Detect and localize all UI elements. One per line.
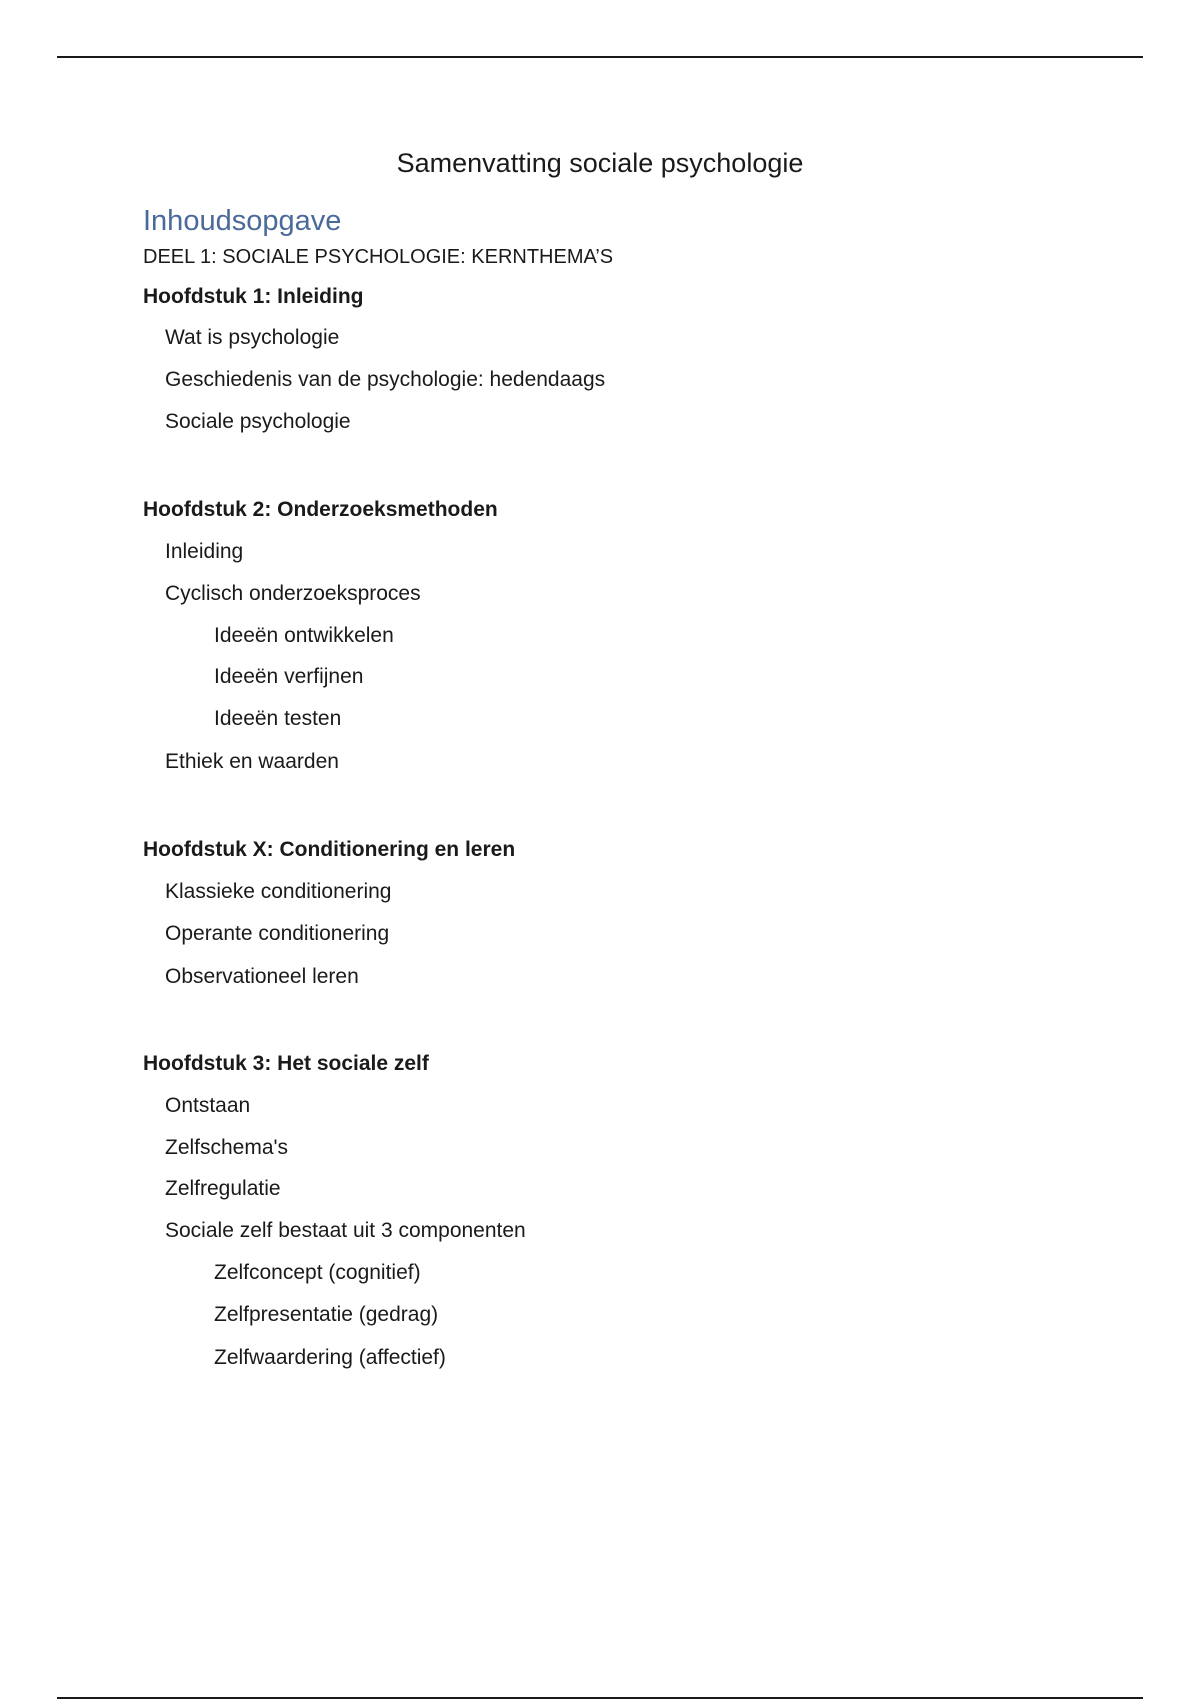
toc-chapter-1[interactable]: Hoofdstuk 1: Inleiding bbox=[143, 285, 364, 308]
toc-item-wat-is-psychologie[interactable]: Wat is psychologie bbox=[165, 326, 340, 349]
part-label[interactable]: DEEL 1: SOCIALE PSYCHOLOGIE: KERNTHEMA’S bbox=[143, 246, 614, 268]
toc-item-zelfschemas[interactable]: Zelfschema's bbox=[165, 1136, 289, 1159]
toc-item-sociale-psychologie[interactable]: Sociale psychologie bbox=[165, 410, 351, 433]
toc-item-inleiding[interactable]: Inleiding bbox=[165, 540, 244, 563]
toc-item-cyclisch-onderzoeksproces[interactable]: Cyclisch onderzoeksproces bbox=[165, 582, 421, 605]
toc-item-geschiedenis[interactable]: Geschiedenis van de psychologie: hedendaags bbox=[165, 368, 606, 391]
toc-item-ontstaan[interactable]: Ontstaan bbox=[165, 1094, 251, 1117]
toc-item-observationeel-leren[interactable]: Observationeel leren bbox=[165, 965, 359, 988]
toc-item-operante-conditionering[interactable]: Operante conditionering bbox=[165, 922, 390, 945]
toc-heading[interactable]: Inhoudsopgave bbox=[143, 205, 342, 237]
toc-subitem-zelfconcept[interactable]: Zelfconcept (cognitief) bbox=[214, 1261, 421, 1284]
toc-chapter-3[interactable]: Hoofdstuk 3: Het sociale zelf bbox=[143, 1052, 429, 1075]
toc-subitem-ideeen-verfijnen[interactable]: Ideeën verfijnen bbox=[214, 665, 364, 688]
toc-item-klassieke-conditionering[interactable]: Klassieke conditionering bbox=[165, 880, 392, 903]
toc-item-sociale-zelf-componenten[interactable]: Sociale zelf bestaat uit 3 componenten bbox=[165, 1219, 526, 1242]
toc-subitem-zelfpresentatie[interactable]: Zelfpresentatie (gedrag) bbox=[214, 1303, 439, 1326]
toc-chapter-x[interactable]: Hoofdstuk X: Conditionering en leren bbox=[143, 838, 516, 861]
toc-subitem-ideeen-ontwikkelen[interactable]: Ideeën ontwikkelen bbox=[214, 624, 394, 647]
header-rule bbox=[57, 56, 1143, 58]
toc-subitem-zelfwaardering[interactable]: Zelfwaardering (affectief) bbox=[214, 1346, 446, 1369]
toc-subitem-ideeen-testen[interactable]: Ideeën testen bbox=[214, 707, 342, 730]
toc-chapter-2[interactable]: Hoofdstuk 2: Onderzoeksmethoden bbox=[143, 498, 498, 521]
toc-item-zelfregulatie[interactable]: Zelfregulatie bbox=[165, 1177, 281, 1200]
page-title: Samenvatting sociale psychologie bbox=[396, 148, 804, 178]
toc-item-ethiek-en-waarden[interactable]: Ethiek en waarden bbox=[165, 750, 339, 773]
footer-rule bbox=[57, 1697, 1143, 1699]
